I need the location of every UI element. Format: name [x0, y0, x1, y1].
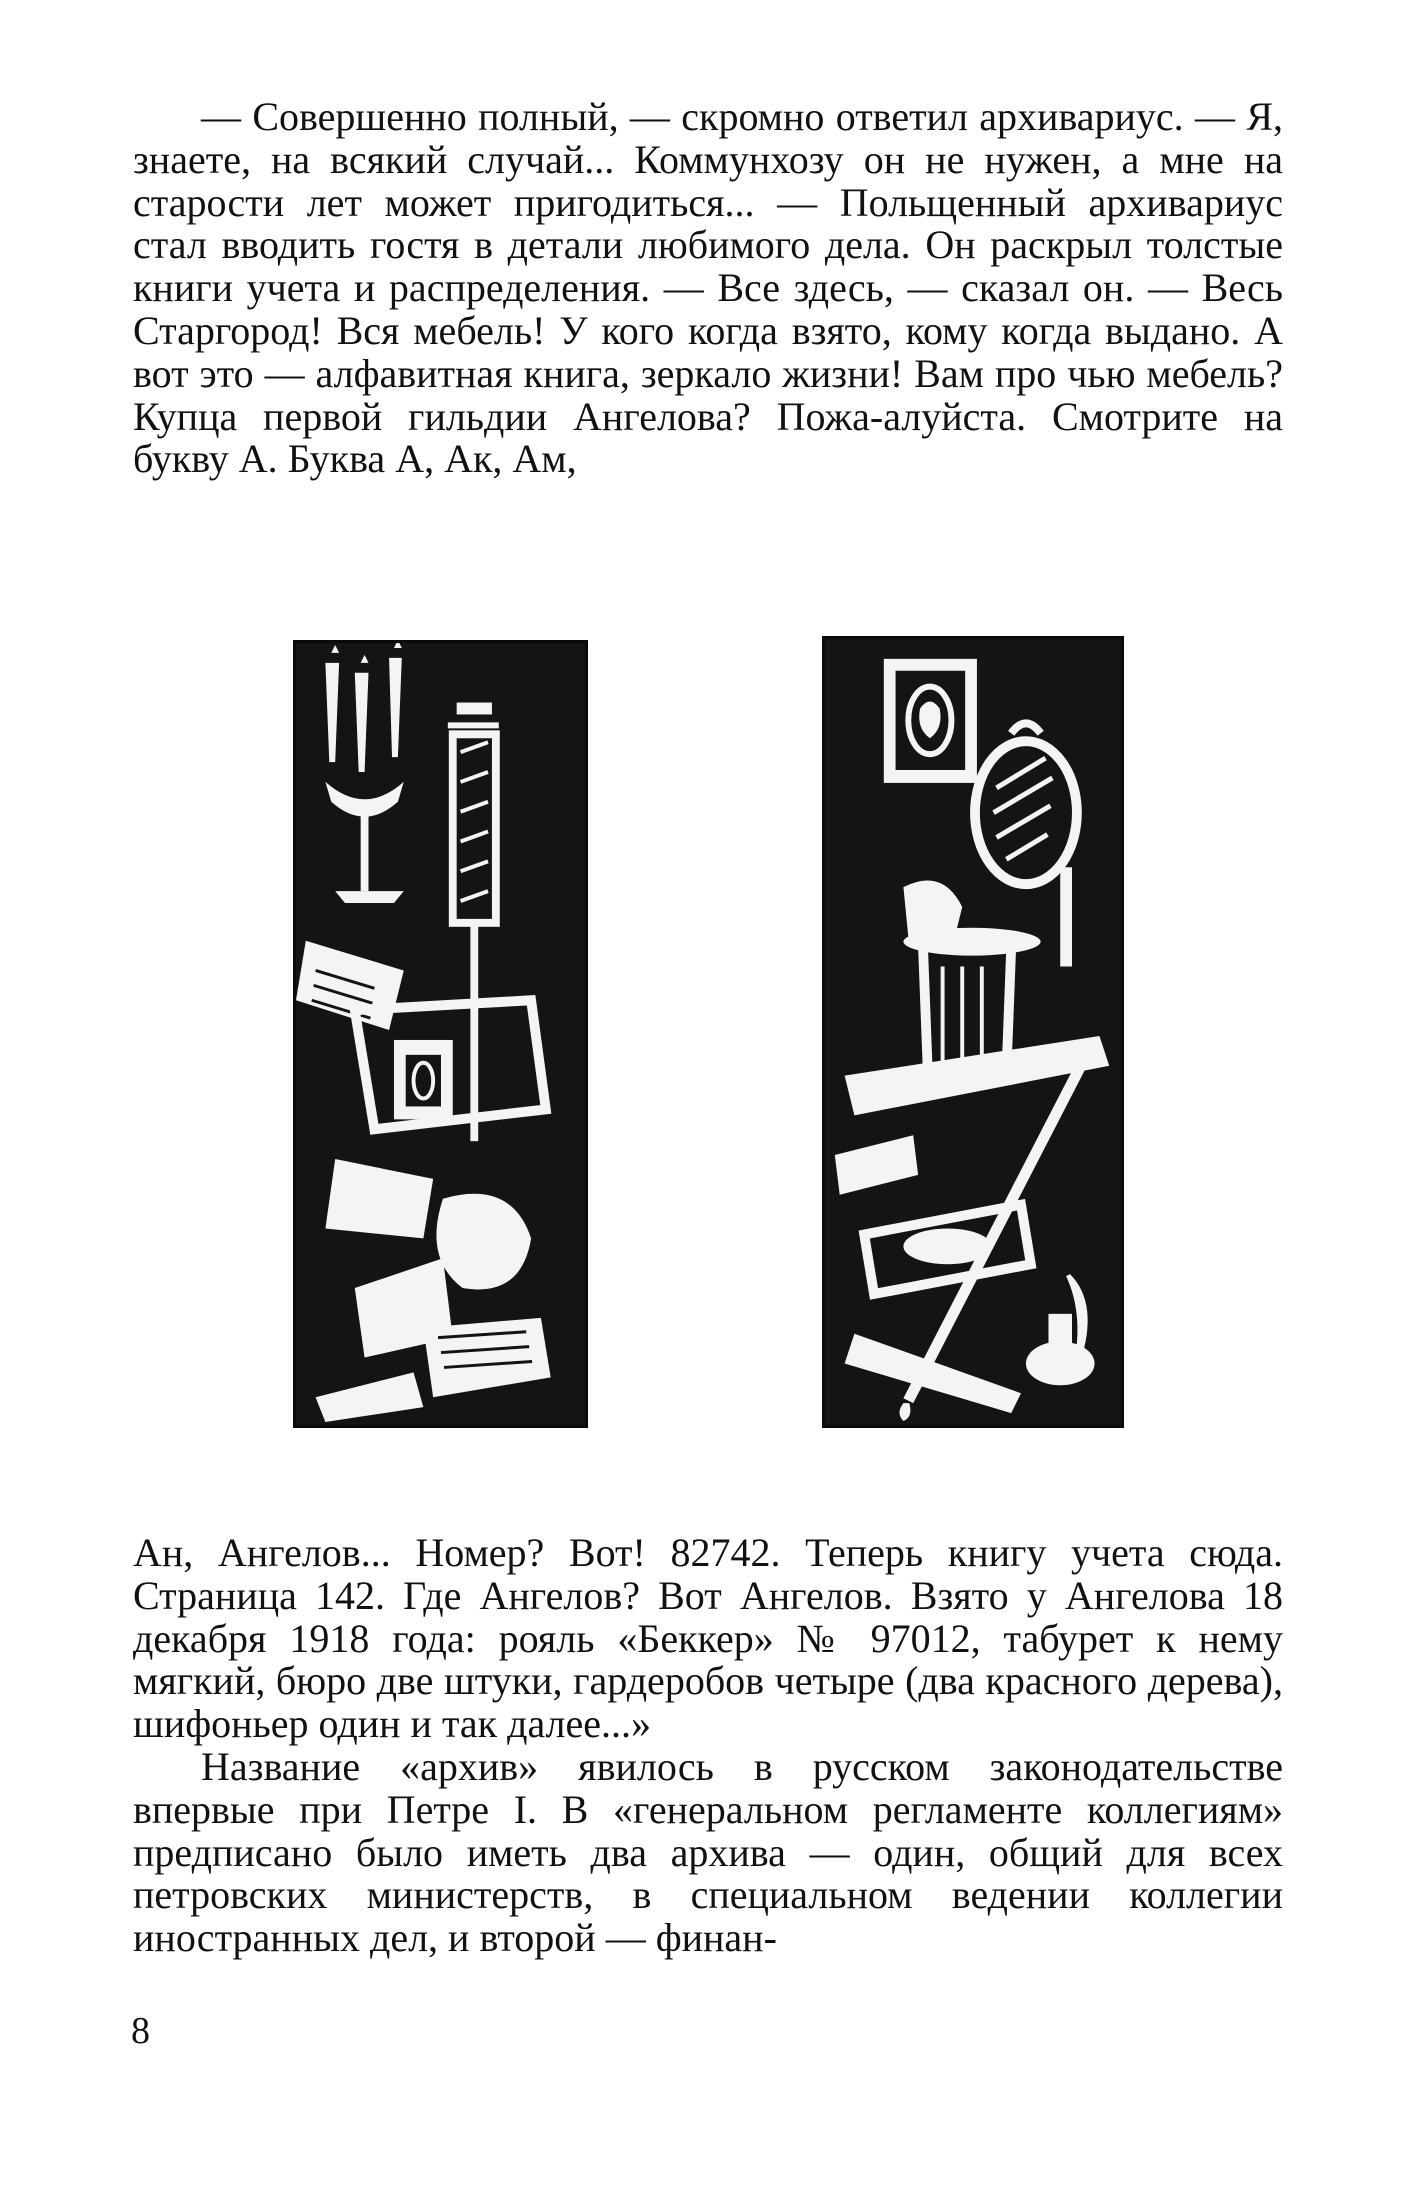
page-number: 8 [131, 2010, 150, 2052]
woodcut-illustration-candles-mirror [293, 640, 588, 1428]
woodcut-right-drawing [825, 639, 1121, 1425]
paragraph: Название «архив» явилось в русском законодательстве впервые при Петре I. В «генеральном регламенте коллегиям» предписано было иметь два архива — один, общий для всех петровских министерств, в специальном ведении коллегии иностранных дел, и второй — финан- [133, 1743, 1283, 1961]
paragraph: — Совершенно полный, — скромно ответил архивариус. — Я, знаете, на всякий случай... Коммунхозу он не нужен, а мне на старости лет может пригодиться... — Польщенный архивариус стал вводить гостя в детали любимого дела. Он раскрыл толстые книги учета и распределения. — Все здесь, — сказал он. — Весь Старгород! Вся мебель! У кого когда взято, кому когда выдано. А вот это — алфавитная книга, зеркало жизни! Вам про чью мебель? Купца первой гильдии Ангелова? Пожа-алуйста. Смотрите на букву А. Буква А, Ак, Ам, [133, 94, 1283, 482]
text-block-bottom [133, 1532, 1283, 1960]
paragraph: Ан, Ангелов... Номер? Вот! 82742. Теперь книгу учета сюда. Страница 142. Где Ангелов? Вот Ангелов. Взято у Ангелова 18 декабря 1918 года: рояль «Беккер» № 97012, табурет к нему мягкий, бюро две штуки, гардеробов четыре (два красного дерева), шифоньер один и так далее...» [133, 1530, 1283, 1747]
woodcut-illustration-portrait-vase [822, 636, 1124, 1428]
woodcut-left-drawing [296, 643, 585, 1425]
text-block-top [133, 96, 1283, 481]
